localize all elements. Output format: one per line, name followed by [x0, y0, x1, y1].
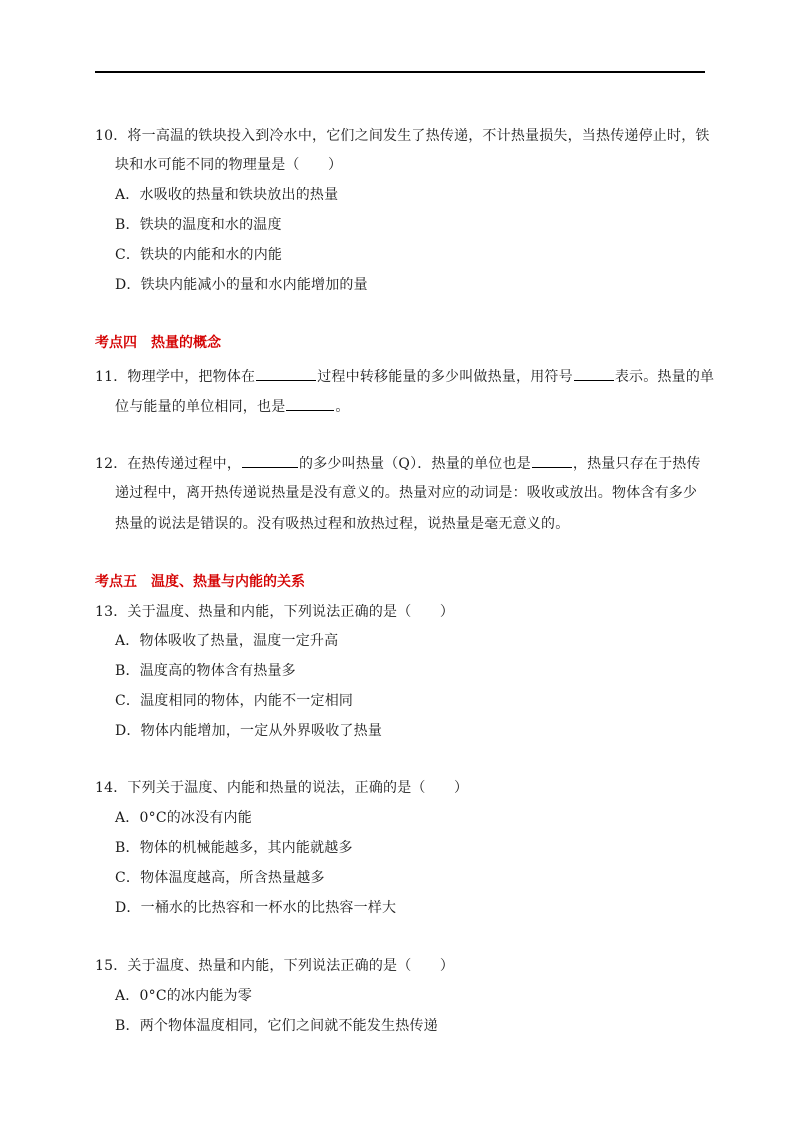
- q11-line2: [115, 396, 350, 417]
- q14-option-d: D．一桶水的比热容和一杯水的比热容一样大: [115, 900, 397, 916]
- q15-option-b: B．两个物体温度相同，它们之间就不能发生热传递: [115, 1018, 438, 1034]
- section-5-label: 考点五: [95, 574, 137, 590]
- q13-option-c: C．温度相同的物体，内能不一定相同: [115, 693, 354, 709]
- q12-blank-2[interactable]: [532, 453, 572, 468]
- q11-text-5: 。: [335, 399, 350, 415]
- section-4-title: 热量的概念: [151, 335, 221, 351]
- q14-option-a: A．0°C的冰没有内能: [115, 810, 252, 826]
- q15-option-a: A．0°C的冰内能为零: [115, 988, 252, 1004]
- q12-line2: 递过程中，离开热传递说热量是没有意义的。热量对应的动词是：吸收或放出。物体含有多少: [115, 485, 698, 501]
- q13-stem: 13．关于温度、热量和内能，下列说法正确的是（ ）: [95, 604, 455, 620]
- q10-option-d: D．铁块内能减小的量和水内能增加的量: [115, 277, 368, 293]
- q14-stem: 14．下列关于温度、内能和热量的说法，正确的是（ ）: [95, 780, 469, 796]
- q11-blank-1[interactable]: [256, 366, 316, 381]
- q10-stem-line1: 10．将一高温的铁块投入到冷水中，它们之间发生了热传递，不计热量损失，当热传递停止时，铁: [95, 128, 710, 144]
- q12-line3: 热量的说法是错误的。没有吸热过程和放热过程，说热量是毫无意义的。: [115, 516, 570, 532]
- q11-text-2: 过程中转移能量的多少叫做热量，用符号: [317, 369, 573, 385]
- q12-blank-1[interactable]: [242, 453, 298, 468]
- header-rule: [95, 71, 705, 73]
- q11-text-3: 表示。热量的单: [614, 369, 715, 385]
- q11-blank-2[interactable]: [574, 366, 614, 381]
- q11-line1: [95, 366, 714, 387]
- q10-stem-line2: 块和水可能不同的物理量是（ ）: [115, 157, 343, 173]
- q13-option-d: D．物体内能增加，一定从外界吸收了热量: [115, 723, 383, 739]
- q10-option-b: B．铁块的温度和水的温度: [115, 217, 282, 233]
- q14-option-c: C．物体温度越高，所含热量越多: [115, 870, 325, 886]
- q12-line1: [95, 453, 701, 474]
- q10-option-c: C．铁块的内能和水的内能: [115, 247, 283, 263]
- q13-option-a: A．物体吸收了热量，温度一定升高: [115, 633, 339, 649]
- q11-text-1: 11．物理学中，把物体在: [95, 369, 256, 385]
- q11-text-4: 位与能量的单位相同，也是: [115, 399, 286, 415]
- q13-option-b: B．温度高的物体含有热量多: [115, 663, 296, 679]
- q12-text-2: 的多少叫热量（Q）．热量的单位也是: [299, 456, 531, 472]
- section-4-label: 考点四: [95, 335, 137, 351]
- q12-text-3: ，热量只存在于热传: [572, 456, 701, 472]
- q11-blank-3[interactable]: [286, 396, 334, 411]
- q10-option-a: A．水吸收的热量和铁块放出的热量: [115, 187, 339, 203]
- section-5-heading: [95, 572, 305, 592]
- q14-option-b: B．物体的机械能越多，其内能就越多: [115, 840, 353, 856]
- section-4-heading: [95, 333, 221, 353]
- section-5-title: 温度、热量与内能的关系: [151, 574, 305, 590]
- q15-stem: 15．关于温度、热量和内能，下列说法正确的是（ ）: [95, 958, 455, 974]
- q12-text-1: 12．在热传递过程中，: [95, 456, 242, 472]
